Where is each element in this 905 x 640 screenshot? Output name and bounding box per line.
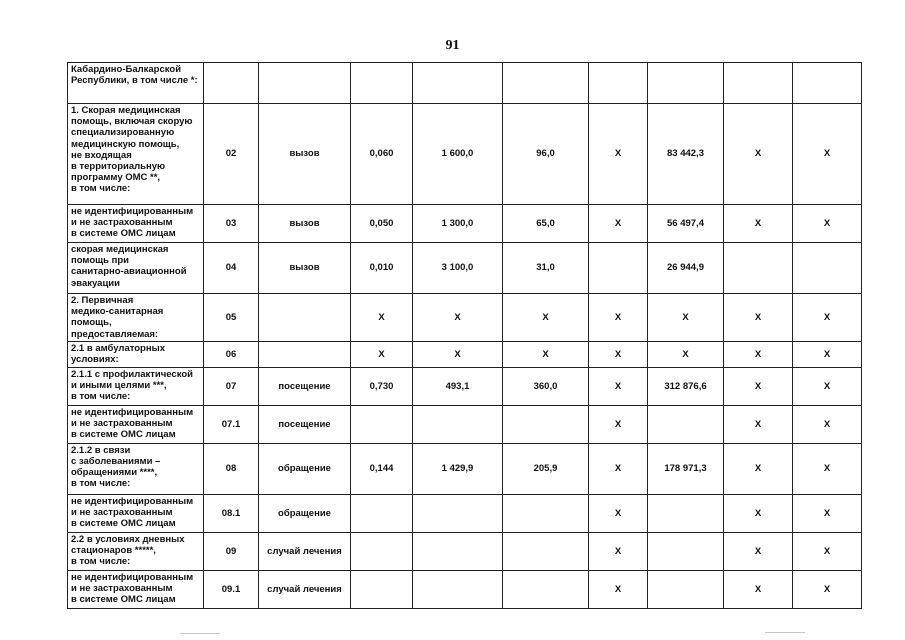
cell-unit: обращение bbox=[259, 494, 351, 532]
cell-unit: вызов bbox=[259, 104, 351, 205]
cell-name: не идентифицированным и не застрахованным в системе ОМС лицам bbox=[68, 405, 204, 443]
cell-c9: X bbox=[793, 367, 862, 405]
cell-code: 09.1 bbox=[204, 570, 259, 608]
cell-c8: X bbox=[724, 443, 793, 494]
cell-code: 03 bbox=[204, 205, 259, 243]
cell-c9: X bbox=[793, 532, 862, 570]
cell-code: 04 bbox=[204, 243, 259, 294]
cell-c8: X bbox=[724, 494, 793, 532]
cell-code: 08 bbox=[204, 443, 259, 494]
table-row bbox=[68, 294, 862, 342]
cell-c8 bbox=[724, 63, 793, 104]
cell-c6: X bbox=[589, 532, 648, 570]
cell-c3: 0,010 bbox=[351, 243, 413, 294]
cell-c7 bbox=[648, 494, 724, 532]
cell-c3: 0,050 bbox=[351, 205, 413, 243]
cell-c4: X bbox=[413, 341, 503, 367]
cell-c4: X bbox=[413, 294, 503, 342]
cell-c6: X bbox=[589, 570, 648, 608]
data-table bbox=[67, 62, 862, 609]
table-row bbox=[68, 205, 862, 243]
cell-c7: X bbox=[648, 294, 724, 342]
cell-c4 bbox=[413, 570, 503, 608]
cell-c5 bbox=[503, 532, 589, 570]
cell-c7 bbox=[648, 63, 724, 104]
cell-c3: X bbox=[351, 341, 413, 367]
table-row bbox=[68, 243, 862, 294]
cell-name: 2.2 в условиях дневных стационаров *****, в том числе: bbox=[68, 532, 204, 570]
cell-name: 1. Скорая медицинская помощь, включая скорую специализированную медицинскую помощь, не входящая в территориальную программу ОМС **, в том числе: bbox=[68, 104, 204, 205]
table-row bbox=[68, 367, 862, 405]
table-row bbox=[68, 570, 862, 608]
cell-c3 bbox=[351, 570, 413, 608]
cell-c7: 312 876,6 bbox=[648, 367, 724, 405]
cell-unit bbox=[259, 341, 351, 367]
cell-c3: X bbox=[351, 294, 413, 342]
cell-c4: 1 300,0 bbox=[413, 205, 503, 243]
cell-name: не идентифицированным и не застрахованным в системе ОМС лицам bbox=[68, 494, 204, 532]
cell-c8: X bbox=[724, 294, 793, 342]
cell-c8: X bbox=[724, 205, 793, 243]
table-row bbox=[68, 532, 862, 570]
cell-c8: X bbox=[724, 341, 793, 367]
cell-c5 bbox=[503, 494, 589, 532]
cell-name: 2.1.2 в связи с заболеваниями – обращениями ****, в том числе: bbox=[68, 443, 204, 494]
cell-c9: X bbox=[793, 205, 862, 243]
cell-c9: X bbox=[793, 405, 862, 443]
cell-c6: X bbox=[589, 367, 648, 405]
cell-c3 bbox=[351, 63, 413, 104]
cell-c6 bbox=[589, 243, 648, 294]
cell-c3 bbox=[351, 494, 413, 532]
cell-c3 bbox=[351, 405, 413, 443]
cell-c6: X bbox=[589, 205, 648, 243]
cell-c4: 1 600,0 bbox=[413, 104, 503, 205]
scan-mark bbox=[765, 632, 805, 633]
cell-c8: X bbox=[724, 104, 793, 205]
cell-c5: X bbox=[503, 341, 589, 367]
table-row bbox=[68, 494, 862, 532]
cell-c6 bbox=[589, 63, 648, 104]
cell-c9: X bbox=[793, 341, 862, 367]
cell-c4: 3 100,0 bbox=[413, 243, 503, 294]
cell-unit bbox=[259, 294, 351, 342]
cell-code: 02 bbox=[204, 104, 259, 205]
cell-c6: X bbox=[589, 341, 648, 367]
cell-c7: 26 944,9 bbox=[648, 243, 724, 294]
cell-unit bbox=[259, 63, 351, 104]
cell-name: скорая медицинская помощь при санитарно-авиационной эвакуации bbox=[68, 243, 204, 294]
table-row bbox=[68, 63, 862, 104]
cell-c9: X bbox=[793, 443, 862, 494]
page-number: 91 bbox=[445, 38, 460, 53]
cell-c9 bbox=[793, 63, 862, 104]
cell-name: 2. Первичная медико-санитарная помощь, предоставляемая: bbox=[68, 294, 204, 342]
cell-c7 bbox=[648, 532, 724, 570]
cell-c6: X bbox=[589, 405, 648, 443]
cell-c3: 0,730 bbox=[351, 367, 413, 405]
cell-c3: 0,144 bbox=[351, 443, 413, 494]
cell-code: 06 bbox=[204, 341, 259, 367]
cell-c5: X bbox=[503, 294, 589, 342]
table-row bbox=[68, 104, 862, 205]
cell-c7 bbox=[648, 405, 724, 443]
table-row bbox=[68, 341, 862, 367]
cell-code: 05 bbox=[204, 294, 259, 342]
cell-c9: X bbox=[793, 494, 862, 532]
cell-code: 07 bbox=[204, 367, 259, 405]
cell-c5: 360,0 bbox=[503, 367, 589, 405]
cell-c7: X bbox=[648, 341, 724, 367]
table-row bbox=[68, 443, 862, 494]
cell-c9: X bbox=[793, 570, 862, 608]
cell-c5: 65,0 bbox=[503, 205, 589, 243]
cell-c5: 96,0 bbox=[503, 104, 589, 205]
cell-code bbox=[204, 63, 259, 104]
cell-c4: 1 429,9 bbox=[413, 443, 503, 494]
cell-c7 bbox=[648, 570, 724, 608]
cell-unit: случай лечения bbox=[259, 532, 351, 570]
cell-c8 bbox=[724, 243, 793, 294]
cell-c7: 56 497,4 bbox=[648, 205, 724, 243]
scan-mark bbox=[180, 633, 220, 634]
cell-c9 bbox=[793, 243, 862, 294]
cell-c9: X bbox=[793, 294, 862, 342]
cell-unit: посещение bbox=[259, 367, 351, 405]
cell-c5 bbox=[503, 63, 589, 104]
cell-name: не идентифицированным и не застрахованным в системе ОМС лицам bbox=[68, 205, 204, 243]
cell-c8: X bbox=[724, 367, 793, 405]
cell-c5 bbox=[503, 405, 589, 443]
cell-unit: вызов bbox=[259, 205, 351, 243]
cell-name: 2.1.1 с профилактической и иными целями ***, в том числе: bbox=[68, 367, 204, 405]
cell-c7: 178 971,3 bbox=[648, 443, 724, 494]
cell-c3 bbox=[351, 532, 413, 570]
cell-name: 2.1 в амбулаторных условиях: bbox=[68, 341, 204, 367]
cell-c5: 205,9 bbox=[503, 443, 589, 494]
cell-c8: X bbox=[724, 532, 793, 570]
cell-c4: 493,1 bbox=[413, 367, 503, 405]
cell-c9: X bbox=[793, 104, 862, 205]
cell-c6: X bbox=[589, 443, 648, 494]
cell-c6: X bbox=[589, 104, 648, 205]
cell-c4 bbox=[413, 405, 503, 443]
cell-code: 07.1 bbox=[204, 405, 259, 443]
cell-unit: случай лечения bbox=[259, 570, 351, 608]
cell-c5 bbox=[503, 570, 589, 608]
cell-c4 bbox=[413, 63, 503, 104]
cell-code: 09 bbox=[204, 532, 259, 570]
cell-c6: X bbox=[589, 494, 648, 532]
cell-c3: 0,060 bbox=[351, 104, 413, 205]
cell-c5: 31,0 bbox=[503, 243, 589, 294]
cell-unit: посещение bbox=[259, 405, 351, 443]
table-row bbox=[68, 405, 862, 443]
cell-unit: вызов bbox=[259, 243, 351, 294]
cell-c7: 83 442,3 bbox=[648, 104, 724, 205]
cell-c6: X bbox=[589, 294, 648, 342]
cell-c4 bbox=[413, 532, 503, 570]
cell-c8: X bbox=[724, 570, 793, 608]
cell-code: 08.1 bbox=[204, 494, 259, 532]
cell-c4 bbox=[413, 494, 503, 532]
cell-name: не идентифицированным и не застрахованным в системе ОМС лицам bbox=[68, 570, 204, 608]
cell-name: Кабардино-Балкарской Республики, в том числе *: bbox=[68, 63, 204, 104]
cell-c8: X bbox=[724, 405, 793, 443]
cell-unit: обращение bbox=[259, 443, 351, 494]
